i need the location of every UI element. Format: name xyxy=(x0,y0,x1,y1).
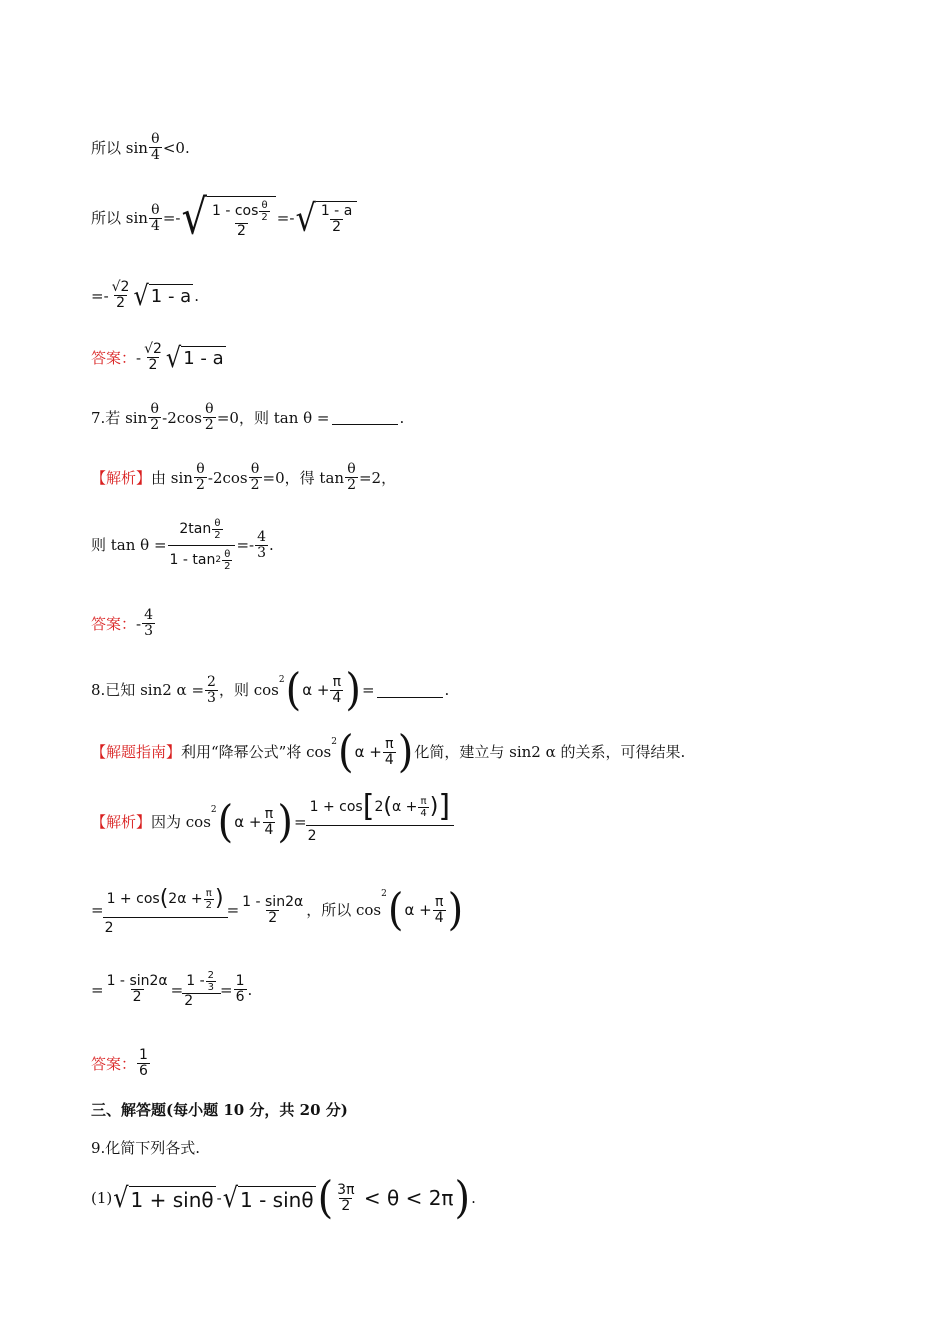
fraction xyxy=(204,888,214,911)
fraction xyxy=(105,884,226,936)
numerator: θ xyxy=(205,401,214,417)
left-paren: ( xyxy=(387,884,404,936)
text: 所以 sin xyxy=(91,138,148,157)
denominator: 4 xyxy=(434,909,444,926)
line-11 xyxy=(91,789,453,848)
text: <0. xyxy=(162,138,190,157)
radicand: 1 - sinθ xyxy=(240,1187,314,1212)
fraction xyxy=(255,530,268,561)
fraction xyxy=(203,402,216,433)
denominator: 2 xyxy=(182,993,221,1009)
radical-icon: √ xyxy=(113,1181,129,1215)
denominator: 2 xyxy=(250,477,260,493)
denominator: 4 xyxy=(264,821,274,838)
text: - xyxy=(216,1189,222,1207)
radicand: 1 - a xyxy=(149,284,193,308)
numerator xyxy=(184,970,219,993)
numerator: 4 xyxy=(257,528,267,545)
right-paren: ) xyxy=(454,1172,471,1224)
fraction xyxy=(433,895,446,926)
text: 2α + xyxy=(168,890,203,907)
left-paren: ( xyxy=(285,664,302,716)
radical-icon: √ xyxy=(133,279,149,312)
left-bracket: [ xyxy=(362,789,375,824)
text: =0，得 tan xyxy=(262,468,345,487)
denominator: 2 xyxy=(306,825,454,844)
exponent: 2 xyxy=(278,675,285,685)
radical-icon: √ xyxy=(165,341,182,374)
line-17 xyxy=(91,1172,476,1224)
left-paren: ( xyxy=(217,796,234,848)
numerator: 1 xyxy=(235,973,245,989)
fraction xyxy=(249,462,262,493)
line-5 xyxy=(91,402,404,433)
fraction xyxy=(137,1048,150,1079)
right-paren: ) xyxy=(397,726,414,778)
right-paren: ) xyxy=(277,796,294,848)
text: 1 + cos xyxy=(309,798,363,815)
radical-icon: √ xyxy=(295,196,316,240)
denominator: 2 xyxy=(148,357,158,373)
fraction xyxy=(194,462,207,493)
text: 因为 cos xyxy=(151,813,211,831)
denominator: 3 xyxy=(257,544,267,561)
exponent: 2 xyxy=(381,889,387,899)
fraction xyxy=(234,974,247,1005)
text: 1 - xyxy=(186,973,205,989)
exponent: 2 xyxy=(210,805,217,815)
right-paren: ) xyxy=(345,664,361,716)
denominator: 2 xyxy=(347,477,356,493)
fraction xyxy=(142,342,164,373)
numerator: π xyxy=(434,893,444,910)
fraction xyxy=(330,675,343,706)
fraction xyxy=(222,549,232,572)
denominator: 2 xyxy=(204,417,214,433)
text: -2cos xyxy=(207,468,248,487)
right-bracket: ] xyxy=(438,789,451,824)
numerator: 1 - sin2α xyxy=(242,893,304,910)
line-14 xyxy=(91,1048,151,1079)
fraction xyxy=(418,796,428,819)
numerator: 4 xyxy=(144,607,154,623)
denominator: 4 xyxy=(150,147,160,163)
text: =- xyxy=(91,286,109,305)
denominator: 2 xyxy=(332,219,342,235)
numerator: 1 - sin2α xyxy=(106,973,168,989)
line-4 xyxy=(91,342,227,373)
numerator: 1 xyxy=(139,1047,148,1063)
numerator: 2 xyxy=(207,673,216,690)
denominator xyxy=(168,545,236,572)
fraction xyxy=(307,789,452,844)
radical-icon: √ xyxy=(181,190,207,246)
fraction xyxy=(142,608,155,639)
text: α + xyxy=(354,743,382,761)
sqrt xyxy=(165,341,226,374)
fraction xyxy=(149,132,162,163)
text: 1 - tan xyxy=(169,552,216,568)
line-8 xyxy=(91,608,156,639)
radicand: 1 + sinθ xyxy=(130,1187,214,1212)
numerator: θ xyxy=(347,461,356,477)
fraction xyxy=(148,402,161,433)
fraction xyxy=(335,1183,356,1214)
denominator: 6 xyxy=(139,1063,148,1079)
numerator: θ xyxy=(224,549,231,560)
text: = xyxy=(220,980,233,999)
text: =- xyxy=(276,209,295,227)
numerator: π xyxy=(332,673,342,690)
line-13 xyxy=(91,970,252,1009)
text: ，则 cos xyxy=(218,681,279,699)
numerator xyxy=(210,200,273,223)
text: . xyxy=(194,286,199,305)
analysis-label: 【解析】 xyxy=(91,813,152,831)
fraction xyxy=(206,970,216,993)
exponent: 2 xyxy=(215,555,222,565)
fraction xyxy=(345,462,358,493)
line-12 xyxy=(91,884,464,936)
fraction xyxy=(212,518,222,541)
text: =0，则 tan θ = xyxy=(216,408,330,427)
right-paren: ) xyxy=(447,884,464,936)
text: . xyxy=(247,980,253,999)
text: . xyxy=(444,681,450,699)
analysis-label: 【解析】 xyxy=(91,468,152,487)
text: 7.若 sin xyxy=(91,408,148,427)
text: 三、解答题(每小题 10 分，共 20 分) xyxy=(91,1101,348,1119)
exponent: 2 xyxy=(331,737,337,747)
denominator: 2 xyxy=(261,212,268,223)
text: 利用“降幂公式”将 cos xyxy=(181,743,332,761)
numerator: θ xyxy=(150,401,159,417)
text: α + xyxy=(391,798,418,815)
guide-label: 【解题指南】 xyxy=(91,743,182,761)
text: - xyxy=(136,614,142,633)
text: . xyxy=(399,408,405,427)
line-2 xyxy=(91,190,358,246)
text: 8.已知 sin2 α = xyxy=(91,681,205,699)
numerator: θ xyxy=(250,461,260,477)
text: =- xyxy=(236,536,255,554)
denominator: 3 xyxy=(207,689,216,706)
text: 化简，建立与 sin2 α 的关系，可得结果. xyxy=(414,743,686,761)
answer-label: 答案： xyxy=(91,1054,137,1073)
denominator: 2 xyxy=(236,223,246,239)
answer-label: 答案： xyxy=(91,614,137,633)
sqrt xyxy=(133,279,193,312)
numerator xyxy=(308,789,452,825)
fraction xyxy=(184,970,219,1009)
numerator: 2 xyxy=(207,970,215,981)
text: α + xyxy=(234,813,262,831)
denominator: 2 xyxy=(341,1197,351,1214)
denominator: 2 xyxy=(205,899,212,911)
denominator: 6 xyxy=(235,989,245,1005)
sqrt xyxy=(222,1181,316,1215)
line-3 xyxy=(91,280,199,311)
denominator: 4 xyxy=(332,689,342,706)
denominator: 4 xyxy=(150,217,160,234)
section-heading xyxy=(91,1100,348,1120)
numerator: θ xyxy=(196,461,205,477)
fraction xyxy=(319,204,354,235)
text: =2， xyxy=(358,468,397,487)
denominator: 2 xyxy=(195,477,205,493)
numerator: θ xyxy=(151,131,160,147)
radical-icon: √ xyxy=(222,1181,239,1215)
denominator: 2 xyxy=(116,295,126,311)
left-paren: ( xyxy=(338,726,354,778)
fraction xyxy=(149,203,162,234)
right-paren: ) xyxy=(429,794,439,819)
numerator: π xyxy=(420,795,427,807)
fraction xyxy=(105,974,170,1005)
text: = xyxy=(294,813,307,831)
numerator xyxy=(105,884,226,917)
text: =- xyxy=(162,209,181,227)
line-6 xyxy=(91,462,396,493)
text: = xyxy=(91,980,104,999)
question-9 xyxy=(91,1138,200,1158)
radicand: 1 - a xyxy=(181,346,225,370)
numerator: π xyxy=(205,887,212,899)
text: = xyxy=(170,980,184,999)
sqrt xyxy=(113,1181,215,1215)
fraction xyxy=(383,737,396,768)
answer-label: 答案： xyxy=(91,348,137,367)
answer-blank xyxy=(377,683,443,698)
numerator: θ xyxy=(214,518,221,529)
text: (1) xyxy=(91,1189,113,1207)
text: 2 xyxy=(374,798,384,815)
text: 则 tan θ = xyxy=(91,536,167,554)
numerator: 1 - a xyxy=(320,203,353,219)
text: = xyxy=(91,901,104,919)
denominator: 2 xyxy=(268,909,278,926)
numerator: π xyxy=(264,805,274,822)
numerator: √2 xyxy=(111,279,130,295)
fraction xyxy=(205,675,218,706)
text: ，所以 cos xyxy=(306,901,382,919)
text: 1 - cos xyxy=(212,203,259,219)
text: 2tan xyxy=(179,521,212,537)
left-paren: ( xyxy=(383,794,392,819)
fraction xyxy=(168,518,236,572)
fraction xyxy=(259,200,269,223)
text: - xyxy=(136,348,142,367)
text: -2cos xyxy=(162,408,202,427)
text: < θ < 2π xyxy=(357,1186,454,1210)
text: 由 sin xyxy=(151,468,193,487)
line-9 xyxy=(91,664,450,716)
numerator: π xyxy=(385,735,394,752)
line-10 xyxy=(91,726,686,778)
denominator: 4 xyxy=(420,807,427,819)
fraction xyxy=(210,200,273,239)
denominator: 4 xyxy=(384,751,394,768)
sqrt xyxy=(295,196,357,240)
text: = xyxy=(226,901,240,919)
numerator xyxy=(177,518,225,545)
numerator: 3π xyxy=(337,1181,355,1198)
text: α + xyxy=(302,681,330,699)
denominator: 2 xyxy=(132,989,142,1005)
sqrt xyxy=(181,190,276,246)
text: . xyxy=(471,1189,476,1207)
denominator: 2 xyxy=(214,530,221,541)
denominator: 2 xyxy=(150,417,160,433)
numerator: θ xyxy=(151,201,160,218)
text: 9.化简下列各式. xyxy=(91,1139,201,1157)
left-paren: ( xyxy=(317,1172,334,1224)
fraction xyxy=(110,280,132,311)
fraction xyxy=(263,807,276,838)
denominator: 3 xyxy=(207,982,215,993)
line-7 xyxy=(91,518,274,572)
numerator: √2 xyxy=(144,341,162,357)
answer-blank xyxy=(332,410,398,425)
right-paren: ) xyxy=(214,886,224,911)
denominator: 2 xyxy=(103,917,228,936)
left-paren: ( xyxy=(159,886,169,911)
text: α + xyxy=(404,901,432,919)
line-1 xyxy=(91,132,190,163)
denominator: 3 xyxy=(144,623,154,639)
text: 所以 sin xyxy=(91,209,148,227)
text: = xyxy=(361,681,375,699)
text: 1 + cos xyxy=(106,890,160,907)
denominator: 2 xyxy=(224,561,231,572)
text: . xyxy=(269,536,274,554)
fraction xyxy=(240,895,305,926)
numerator: θ xyxy=(261,200,268,211)
